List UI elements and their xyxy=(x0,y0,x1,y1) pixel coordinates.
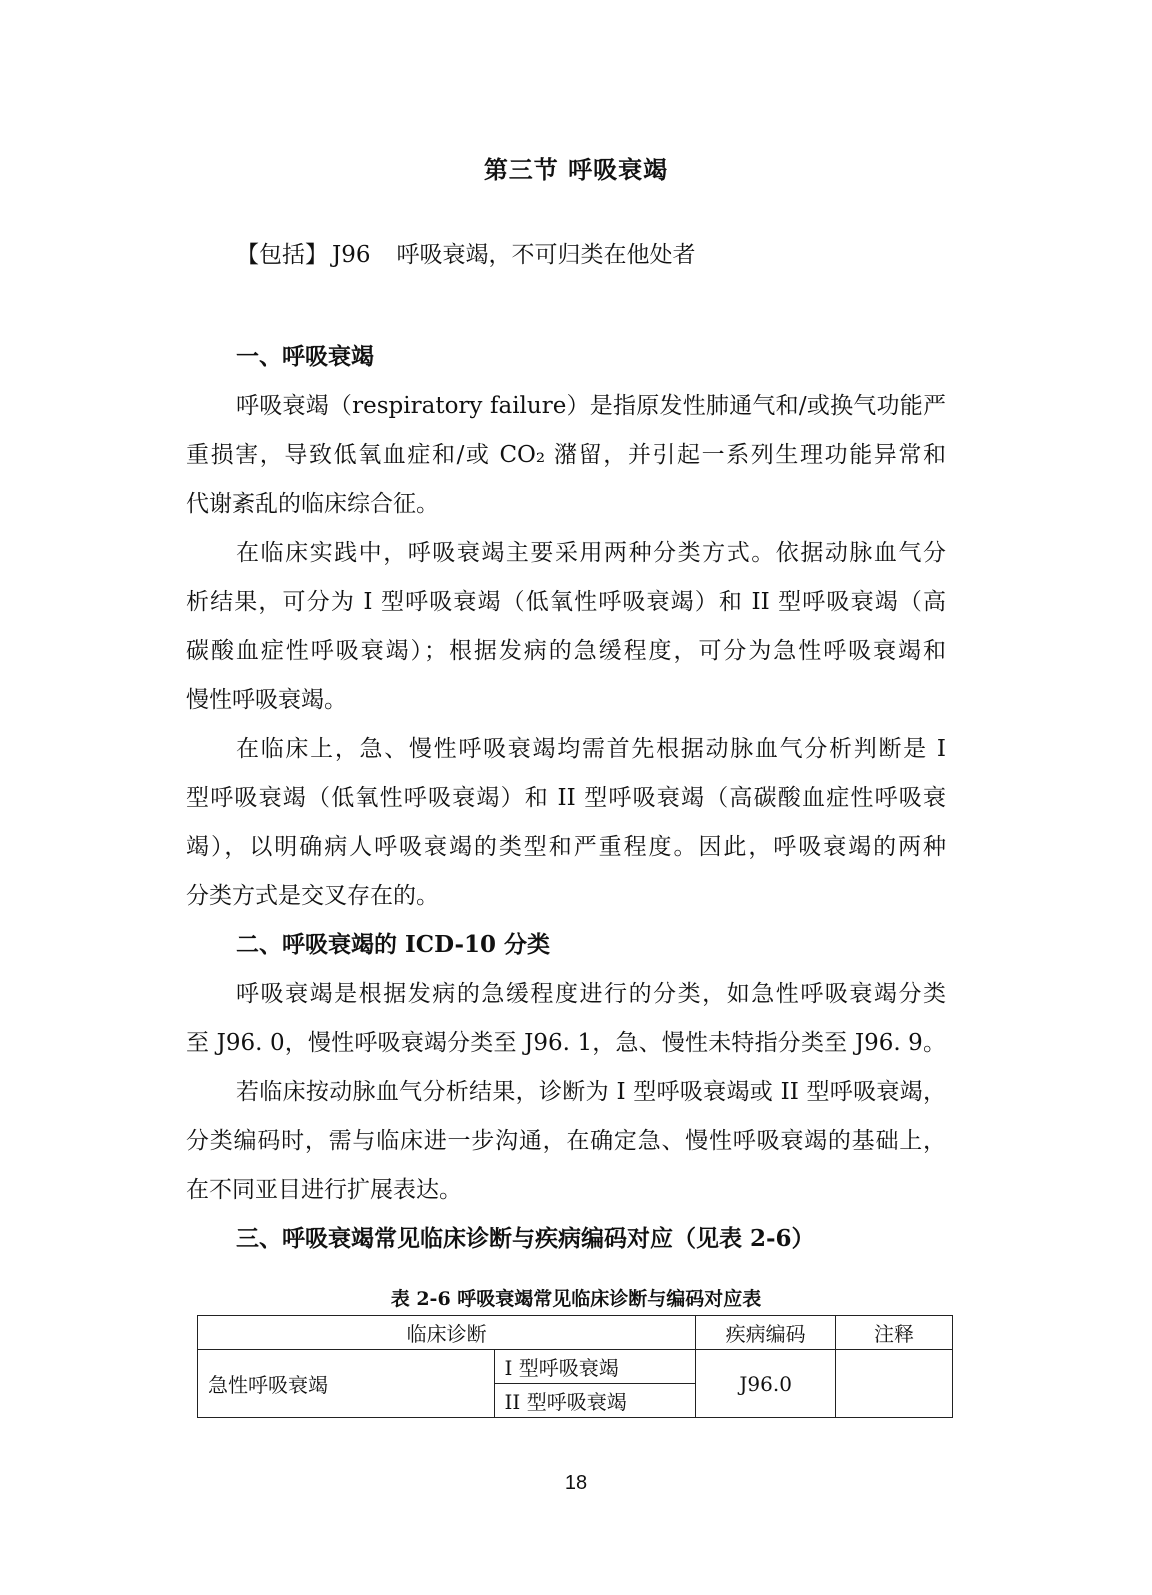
paragraph-line: 至 J96. 0，慢性呼吸衰竭分类至 J96. 1，急、慢性未特指分类至 J96. 9。 xyxy=(186,1030,946,1056)
cell-code: J96.0 xyxy=(696,1350,836,1418)
header-diagnosis: 临床诊断 xyxy=(198,1316,696,1350)
include-line xyxy=(236,236,696,269)
page-number: 18 xyxy=(564,1472,588,1494)
paragraph-line: 在不同亚目进行扩展表达。 xyxy=(186,1177,462,1203)
diagnosis-code-table xyxy=(197,1315,953,1418)
paragraph-line: 在临床实践中，呼吸衰竭主要采用两种分类方式。依据动脉血气分 xyxy=(236,540,946,566)
cell-note xyxy=(836,1350,953,1418)
paragraph-line: 竭），以明确病人呼吸衰竭的类型和严重程度。因此，呼吸衰竭的两种 xyxy=(186,834,946,860)
heading-part3: 三、呼吸衰竭常见临床诊断与疾病编码对应（见表 2-6） xyxy=(236,1225,815,1252)
cell-diagnosis: 急性呼吸衰竭 xyxy=(198,1350,495,1418)
paragraph-line: 型呼吸衰竭（低氧性呼吸衰竭）和 II 型呼吸衰竭（高碳酸血症性呼吸衰 xyxy=(186,785,946,811)
paragraph-line: 代谢紊乱的临床综合征。 xyxy=(186,491,439,517)
paragraph-line: 慢性呼吸衰竭。 xyxy=(186,687,347,713)
paragraph-line: 呼吸衰竭（respiratory failure）是指原发性肺通气和/或换气功能严 xyxy=(236,393,946,419)
paragraph-line: 分类方式是交叉存在的。 xyxy=(186,883,439,909)
include-label: 【包括】 xyxy=(236,242,328,268)
table-header-row xyxy=(198,1316,953,1350)
paragraph-line: 分类编码时，需与临床进一步沟通，在确定急、慢性呼吸衰竭的基础上， xyxy=(186,1128,946,1154)
cell-subtype: II 型呼吸衰竭 xyxy=(494,1384,696,1418)
table-row xyxy=(198,1350,953,1384)
section-title: 第三节 呼吸衰竭 xyxy=(483,155,669,184)
header-code: 疾病编码 xyxy=(696,1316,836,1350)
paragraph-line: 若临床按动脉血气分析结果，诊断为 I 型呼吸衰竭或 II 型呼吸衰竭， xyxy=(236,1079,946,1105)
paragraph-line: 碳酸血症性呼吸衰竭）；根据发病的急缓程度，可分为急性呼吸衰竭和 xyxy=(186,638,946,664)
include-code: J96 xyxy=(332,242,371,268)
paragraph-line: 呼吸衰竭是根据发病的急缓程度进行的分类，如急性呼吸衰竭分类 xyxy=(236,981,946,1007)
cell-subtype: I 型呼吸衰竭 xyxy=(494,1350,696,1384)
paragraph-line: 重损害，导致低氧血症和/或 CO₂ 潴留，并引起一系列生理功能异常和 xyxy=(186,442,946,468)
heading-part2: 二、呼吸衰竭的 ICD-10 分类 xyxy=(236,931,551,958)
include-text: 呼吸衰竭，不可归类在他处者 xyxy=(396,242,696,268)
paragraph-line: 在临床上，急、慢性呼吸衰竭均需首先根据动脉血气分析判断是 I xyxy=(236,736,946,762)
header-note: 注释 xyxy=(836,1316,953,1350)
heading-part1: 一、呼吸衰竭 xyxy=(236,343,374,370)
paragraph-line: 析结果，可分为 I 型呼吸衰竭（低氧性呼吸衰竭）和 II 型呼吸衰竭（高 xyxy=(186,589,946,615)
table-caption: 表 2-6 呼吸衰竭常见临床诊断与编码对应表 xyxy=(390,1288,762,1310)
